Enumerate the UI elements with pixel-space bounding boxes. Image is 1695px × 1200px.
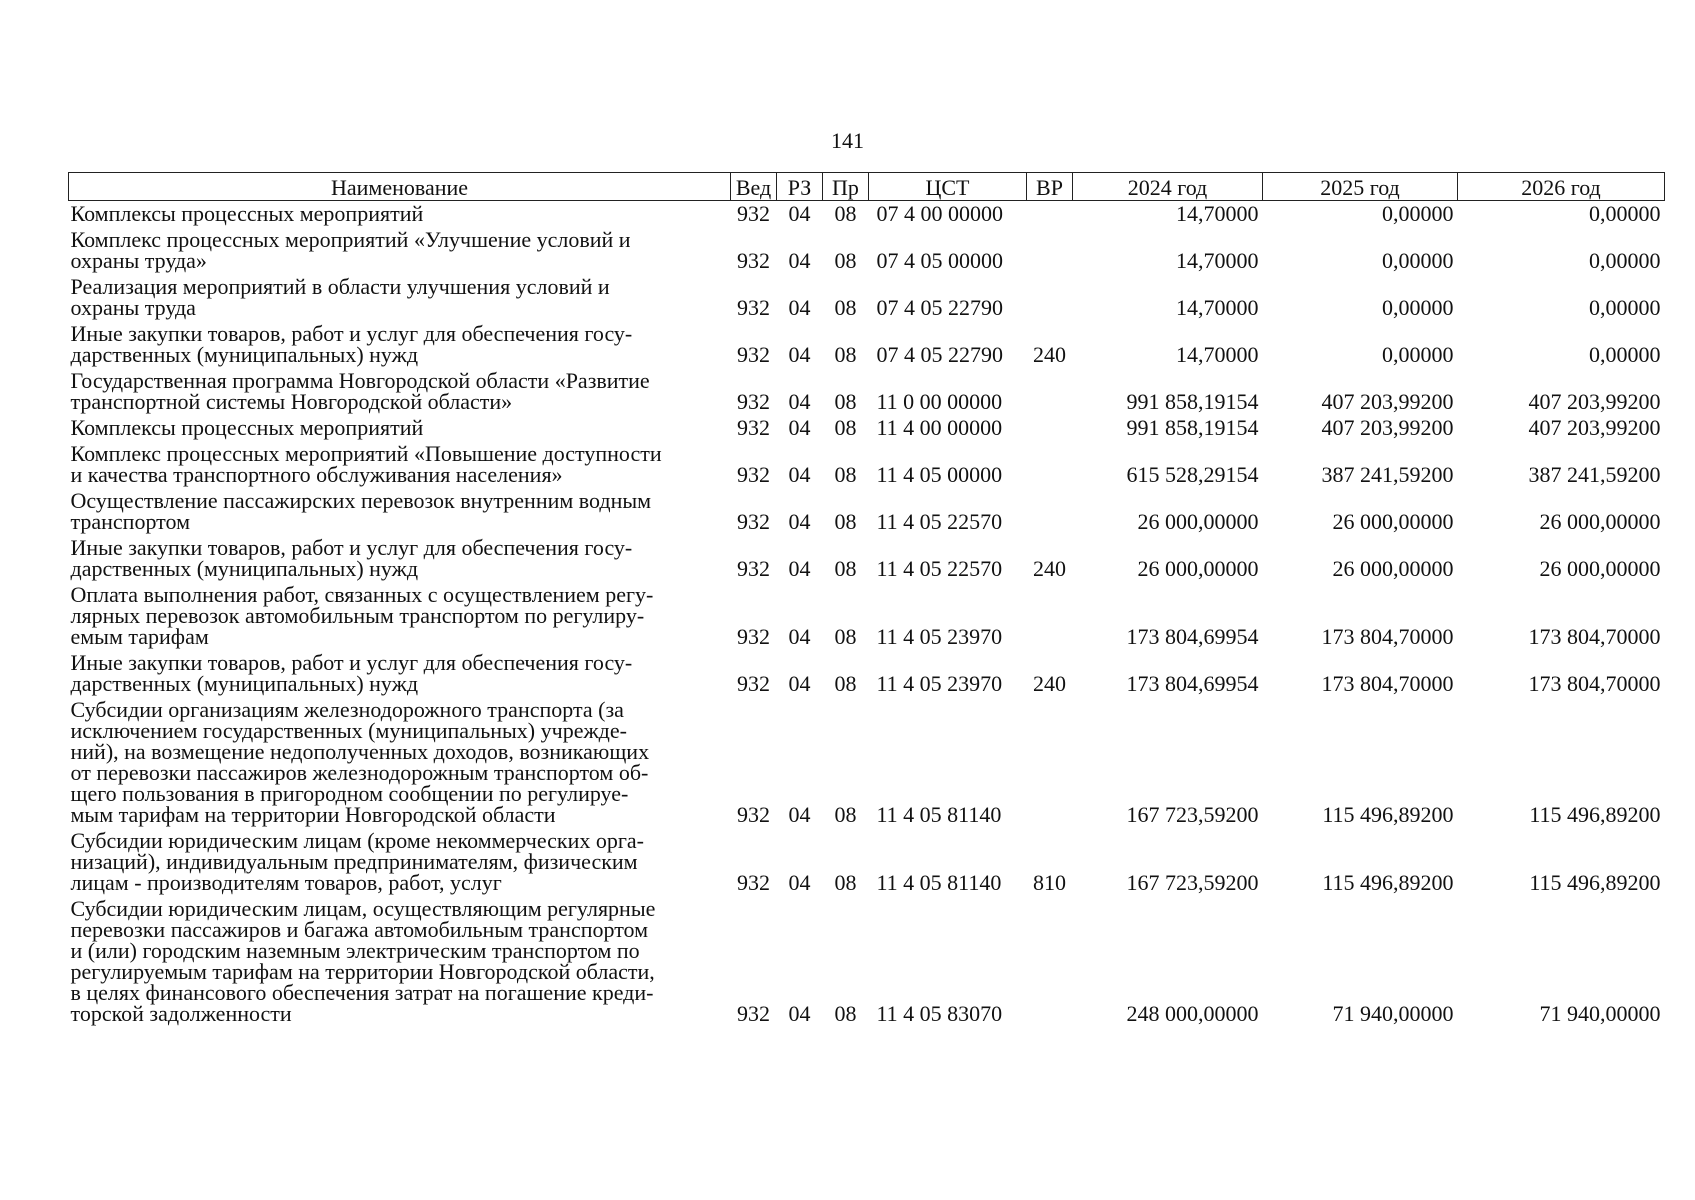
cell-rz: 04: [788, 462, 811, 487]
cell-ved: 932: [737, 870, 770, 895]
header-ved: Вед: [731, 173, 777, 201]
cell-name: Иные закупки товаров, работ и услуг для обеспечения госу- дарственных (муниципальных) нужд: [70, 650, 633, 696]
cell-rz: 04: [788, 509, 811, 534]
cell-2026: 173 804,70000: [1528, 671, 1661, 696]
header-rz: РЗ: [777, 173, 823, 201]
cell-2024: 26 000,00000: [1137, 509, 1259, 534]
cell-2025: 115 496,89200: [1322, 802, 1454, 827]
cell-pr: 08: [834, 1001, 857, 1026]
cell-name: Реализация мероприятий в области улучшения условий и охраны труда: [70, 274, 610, 320]
cell-pr: 08: [834, 201, 857, 226]
budget-table: [68, 172, 1665, 1027]
table-body: [69, 201, 1665, 1028]
cell-cst: 11 4 05 23970: [876, 671, 1003, 696]
cell-cst: 11 4 05 83070: [876, 1001, 1003, 1026]
cell-vr: [1027, 896, 1073, 1027]
cell-rz: 04: [788, 870, 811, 895]
cell-ved: 932: [737, 671, 770, 696]
cell-pr: 08: [834, 295, 857, 320]
cell-2026: 173 804,70000: [1528, 624, 1661, 649]
cell-cst: 07 4 05 00000: [876, 248, 1003, 273]
cell-pr: 08: [834, 389, 857, 414]
cell-ved: 932: [737, 802, 770, 827]
cell-vr: [1027, 441, 1073, 488]
table-row: [69, 201, 1665, 228]
cell-cst: 11 4 05 81140: [876, 802, 1002, 827]
cell-cst: 07 4 00 00000: [876, 201, 1003, 226]
cell-pr: 08: [834, 802, 857, 827]
cell-vr: [1027, 274, 1073, 321]
cell-cst: 11 4 05 22570: [876, 509, 1003, 534]
cell-name: Иные закупки товаров, работ и услуг для обеспечения госу- дарственных (муниципальных) нужд: [70, 535, 633, 581]
cell-2025: 26 000,00000: [1332, 509, 1454, 534]
cell-2024: 14,70000: [1176, 295, 1259, 320]
cell-rz: 04: [788, 1001, 811, 1026]
cell-pr: 08: [834, 509, 857, 534]
cell-ved: 932: [737, 248, 770, 273]
cell-vr: 810: [1033, 870, 1066, 895]
cell-cst: 11 4 05 22570: [876, 556, 1003, 581]
cell-vr: [1027, 415, 1073, 441]
cell-name: Комплекс процессных мероприятий «Повышение доступности и качества транспортного обслуживания населения»: [70, 441, 662, 487]
table-header: [69, 173, 1665, 201]
cell-2025: 71 940,00000: [1332, 1001, 1454, 1026]
cell-2024: 14,70000: [1176, 201, 1259, 226]
cell-2025: 407 203,99200: [1321, 415, 1454, 440]
cell-cst: 11 4 00 00000: [876, 415, 1003, 440]
cell-2024: 991 858,19154: [1126, 415, 1259, 440]
cell-2026: 115 496,89200: [1529, 870, 1661, 895]
table-row: [69, 697, 1665, 828]
cell-2026: 115 496,89200: [1529, 802, 1661, 827]
cell-2026: 0,00000: [1589, 295, 1661, 320]
cell-pr: 08: [834, 671, 857, 696]
table-row: [69, 227, 1665, 274]
cell-rz: 04: [788, 556, 811, 581]
table-row: [69, 582, 1665, 650]
cell-name: Субсидии юридическим лицам, осуществляющим регулярные перевозки пассажиров и багажа автомобильным транспортом и (или) городским наземным электрическим транспортом по регулируемым тарифам на территории Новгородской области, в целях финансового обеспечения затрат на погашение креди- торской задолженности: [70, 896, 656, 1026]
table-row: [69, 441, 1665, 488]
table-row: [69, 488, 1665, 535]
cell-vr: 240: [1033, 342, 1066, 367]
cell-2026: 0,00000: [1589, 201, 1661, 226]
cell-vr: [1027, 697, 1073, 828]
table-row: [69, 535, 1665, 582]
cell-vr: [1027, 201, 1073, 228]
cell-cst: 11 4 05 00000: [876, 462, 1003, 487]
cell-vr: 240: [1033, 671, 1066, 696]
table-row: [69, 321, 1665, 368]
table-row: [69, 650, 1665, 697]
cell-2024: 173 804,69954: [1126, 671, 1259, 696]
cell-2026: 0,00000: [1589, 248, 1661, 273]
cell-ved: 932: [737, 556, 770, 581]
page-number: 141: [831, 128, 864, 153]
cell-rz: 04: [788, 671, 811, 696]
cell-vr: [1027, 368, 1073, 415]
cell-2025: 0,00000: [1382, 342, 1454, 367]
cell-2024: 173 804,69954: [1126, 624, 1259, 649]
cell-2025: 173 804,70000: [1321, 624, 1454, 649]
cell-ved: 932: [737, 624, 770, 649]
cell-ved: 932: [737, 1001, 770, 1026]
table-row: [69, 896, 1665, 1027]
cell-vr: 240: [1033, 556, 1066, 581]
cell-pr: 08: [834, 342, 857, 367]
cell-ved: 932: [737, 415, 770, 440]
header-vr: ВР: [1027, 173, 1073, 201]
cell-pr: 08: [834, 248, 857, 273]
table-row: [69, 415, 1665, 441]
cell-ved: 932: [737, 295, 770, 320]
cell-cst: 07 4 05 22790: [876, 342, 1003, 367]
cell-vr: [1027, 488, 1073, 535]
header-name: Наименование: [69, 173, 731, 201]
cell-2024: 248 000,00000: [1126, 1001, 1259, 1026]
cell-rz: 04: [788, 342, 811, 367]
cell-cst: 11 4 05 81140: [876, 870, 1002, 895]
cell-ved: 932: [737, 462, 770, 487]
cell-cst: 07 4 05 22790: [876, 295, 1003, 320]
cell-2026: 387 241,59200: [1528, 462, 1661, 487]
cell-name: Осуществление пассажирских перевозок внутренним водным транспортом: [70, 488, 652, 534]
cell-vr: [1027, 582, 1073, 650]
cell-name: Государственная программа Новгородской области «Развитие транспортной системы Новгородской области»: [70, 368, 650, 414]
cell-2025: 0,00000: [1382, 295, 1454, 320]
header-pr: Пр: [823, 173, 869, 201]
cell-rz: 04: [788, 624, 811, 649]
cell-ved: 932: [737, 342, 770, 367]
cell-2026: 71 940,00000: [1539, 1001, 1661, 1026]
cell-2025: 407 203,99200: [1321, 389, 1454, 414]
cell-name: Комплекс процессных мероприятий «Улучшение условий и охраны труда»: [70, 227, 631, 273]
cell-name: Субсидии организациям железнодорожного транспорта (за исключением государственных (муниципальных) учрежде- ний), на возмещение недополученных доходов, возникающих от перевозки пассажиров железнодорожным транспортом об- щего пользования в пригородном сообщении по регулируе- мым тарифам на территории Новгородской области: [70, 697, 650, 827]
header-2024: 2024 год: [1073, 173, 1263, 201]
cell-2026: 407 203,99200: [1528, 415, 1661, 440]
cell-cst: 11 4 05 23970: [876, 624, 1003, 649]
cell-2024: 26 000,00000: [1137, 556, 1259, 581]
cell-name: Субсидии юридическим лицам (кроме некоммерческих орга- низаций), индивидуальным предпринимателям, физическим лицам - производителям товаров, работ, услуг: [70, 828, 644, 895]
cell-2024: 167 723,59200: [1126, 802, 1259, 827]
header-2026: 2026 год: [1458, 173, 1665, 201]
cell-name: Оплата выполнения работ, связанных с осуществлением регу- лярных перевозок автомобильным транспортом по регулиру- емым тарифам: [70, 582, 654, 649]
cell-pr: 08: [834, 556, 857, 581]
cell-name: Комплексы процессных мероприятий: [70, 201, 424, 226]
cell-2024: 615 528,29154: [1126, 462, 1259, 487]
cell-rz: 04: [788, 248, 811, 273]
table-row: [69, 274, 1665, 321]
cell-ved: 932: [737, 389, 770, 414]
cell-rz: 04: [788, 201, 811, 226]
cell-rz: 04: [788, 415, 811, 440]
table-row: [69, 828, 1665, 896]
cell-2025: 115 496,89200: [1322, 870, 1454, 895]
cell-vr: [1027, 227, 1073, 274]
cell-2025: 26 000,00000: [1332, 556, 1454, 581]
cell-pr: 08: [834, 415, 857, 440]
cell-ved: 932: [737, 509, 770, 534]
cell-2026: 407 203,99200: [1528, 389, 1661, 414]
table-row: [69, 368, 1665, 415]
cell-2026: 0,00000: [1589, 342, 1661, 367]
header-2025: 2025 год: [1263, 173, 1458, 201]
cell-ved: 932: [737, 201, 770, 226]
cell-2024: 14,70000: [1176, 342, 1259, 367]
cell-pr: 08: [834, 870, 857, 895]
cell-rz: 04: [788, 389, 811, 414]
cell-2024: 14,70000: [1176, 248, 1259, 273]
cell-2024: 167 723,59200: [1126, 870, 1259, 895]
cell-2024: 991 858,19154: [1126, 389, 1259, 414]
cell-2026: 26 000,00000: [1539, 509, 1661, 534]
cell-pr: 08: [834, 624, 857, 649]
cell-name: Комплексы процессных мероприятий: [70, 415, 424, 440]
cell-rz: 04: [788, 802, 811, 827]
cell-2025: 0,00000: [1382, 201, 1454, 226]
cell-2026: 26 000,00000: [1539, 556, 1661, 581]
header-cst: ЦСТ: [869, 173, 1027, 201]
cell-2025: 173 804,70000: [1321, 671, 1454, 696]
cell-name: Иные закупки товаров, работ и услуг для обеспечения госу- дарственных (муниципальных) нужд: [70, 321, 633, 367]
cell-cst: 11 0 00 00000: [876, 389, 1003, 414]
cell-pr: 08: [834, 462, 857, 487]
cell-2025: 0,00000: [1382, 248, 1454, 273]
cell-rz: 04: [788, 295, 811, 320]
cell-2025: 387 241,59200: [1321, 462, 1454, 487]
